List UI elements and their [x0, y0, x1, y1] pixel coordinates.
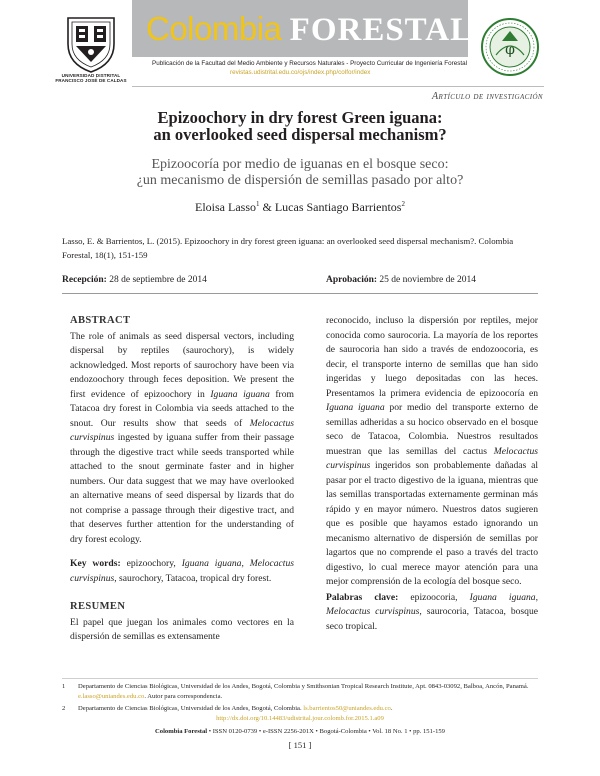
journal-title-colombia: Colombia: [146, 10, 282, 47]
abstract-heading: ABSTRACT: [70, 315, 131, 326]
author-separator: &: [259, 200, 275, 214]
title-english-line-1: Epizoochory in dry forest Green iguana:: [157, 108, 443, 127]
article-type: Artículo de investigación: [432, 91, 543, 102]
dates-rule: [62, 293, 538, 294]
doi-link[interactable]: http://dx.doi.org/10.14483/udistrital.jour.colomb.for.2015.1.a09: [216, 715, 384, 722]
faculty-seal-icon: [480, 17, 540, 77]
footnote-2-text: Departamento de Ciencias Biológicas, Universidad de los Andes, Bogotá, Colombia.: [78, 705, 304, 712]
author-2: Lucas Santiago Barrientos: [274, 200, 402, 214]
journal-url-link[interactable]: revistas.udistrital.edu.co/ojs/index.php/colfor/index: [230, 69, 371, 76]
authors: [60, 200, 540, 215]
reception-value: 28 de septiembre de 2014: [109, 275, 207, 285]
resumen-heading: RESUMEN: [70, 601, 126, 612]
title-spanish-line-1: Epizoocoría por medio de iguanas en el bosque seco:: [151, 157, 449, 172]
footnote-1-text: Departamento de Ciencias Biológicas, Universidad de los Andes, Bogotá, Colombia y Smithsonian Tropical Research Institute, Apt. 0843-03092, Balboa, Ancón, Panamá.: [78, 683, 529, 690]
footnote-1-email-link[interactable]: e.lasso@uniandes.edu.co: [78, 693, 145, 700]
journal-info: • ISSN 0120-0739 • e-ISSN 2256-201X • Bogotá-Colombia • Vol. 18 No. 1 • pp. 151-159: [207, 728, 445, 735]
seal-letter: φ: [505, 42, 515, 58]
approval-date: [326, 275, 476, 285]
footnote-2-number: 2: [62, 705, 66, 712]
footnote-rule: [62, 678, 538, 679]
university-shield-logo: [62, 14, 120, 74]
resumen-text-start: El papel que juegan los animales como vectores en la dispersión de semillas es extensamente: [70, 616, 294, 642]
left-column: [70, 314, 294, 655]
university-name: UNIVERSIDAD DISTRITAL FRANCISCO JOSÉ DE CALDAS: [55, 73, 127, 83]
resumen-keywords: Palabras clave: epizoocoria, Iguana iguana, Melocactus curvispinus, saurocoria, Tatacoa, bosque seco tropical.: [326, 591, 538, 632]
journal-title-forestal: FORESTAL: [289, 12, 474, 48]
approval-value: 25 de noviembre de 2014: [379, 275, 476, 285]
abstract-text: The role of animals as seed dispersal vectors, including dispersal by reptiles (saurochory), is widely acknowledged. Most reports of saurochory have been via endozoochory through feces deposition. We present the first evidence of epizoochory in Iguana iguana from Tatacoa dry forest in Colombia via seeds attached to the snout. Our results show that seeds of Melocactus curvispinus ingested by iguana suffer from their passage through the digestive tract while seeds transported while attached to the snout germinate faster and in higher numbers. Our data suggest that we may have overlooked an alternative means of seed dispersal by lizards that do not comprise a passage through their digestive tract, and that deserves further attention for the understanding of dry forest ecology.: [70, 330, 294, 545]
title-spanish-line-2: ¿un mecanismo de dispersión de semillas pasado por alto?: [136, 173, 464, 188]
resumen-text-continued: reconocido, incluso la dispersión por reptiles, mejor conocida como saurocoria. La mayoría de los reportes de saurocoria han sido a través de endozoocoria, es decir, el transporte interno de semillas que han sido ingeridas y luego depositadas con las heces. Presentamos la primera evidencia de epizoocoría en Iguana iguana por medio del transporte externo de semillas adheridas a su hocico observado en el bosque seco de Tatacoa, Colombia. Nuestros resultados muestran que las semillas del cactus Melocactus curvispinus ingeridos son probablemente dañadas al pasar por el tracto digestivo de la iguana, mientras que las semillas transportadas externamente germinan más rápido y en mayor número. Nuestros datos sugieren que es posible que hayamos estado ignorando un mecanismo alternativo de dispersión de semillas por lagartos que no comprende el paso a través del tracto digestivo, lo cual merece mayor atención para una mejor comprensión de la ecología del bosque seco.: [326, 315, 538, 587]
citation: Lasso, E. & Barrientos, L. (2015). Epizoochory in dry forest green iguana: an overlooked seed dispersal mechanism?. Colombia Forestal, 18(1), 151-159: [62, 236, 514, 260]
title-english: [60, 109, 540, 143]
author-2-affiliation: 2: [401, 200, 405, 208]
journal-name: Colombia Forestal: [155, 728, 208, 735]
footnote-1-number: 1: [62, 683, 66, 690]
approval-label: Aprobación:: [326, 275, 378, 285]
reception-date: [62, 275, 207, 285]
header-rule: [132, 86, 544, 87]
right-column: [326, 314, 538, 648]
reception-label: Recepción:: [62, 275, 107, 285]
abstract-keywords: Key words: epizoochory, Iguana iguana, Melocactus curvispinus, saurochory, Tatacoa, tropical dry forest.: [70, 558, 294, 584]
title-english-line-2: an overlooked seed dispersal mechanism?: [153, 125, 447, 144]
title-spanish: [60, 157, 540, 189]
footnote-2-email-link[interactable]: ls.barrientos50@uniandes.edu.co: [303, 705, 391, 712]
journal-info-line: [0, 728, 600, 735]
author-1: Eloisa Lasso: [195, 200, 256, 214]
journal-subtitle: Publicación de la Facultad del Medio Ambiente y Recursos Naturales - Proyecto Curricular de Ingeniería Forestal: [152, 60, 467, 67]
author-1-affiliation: 1: [256, 200, 260, 208]
journal-title: [146, 9, 473, 50]
page-number: [ 151 ]: [288, 740, 312, 750]
